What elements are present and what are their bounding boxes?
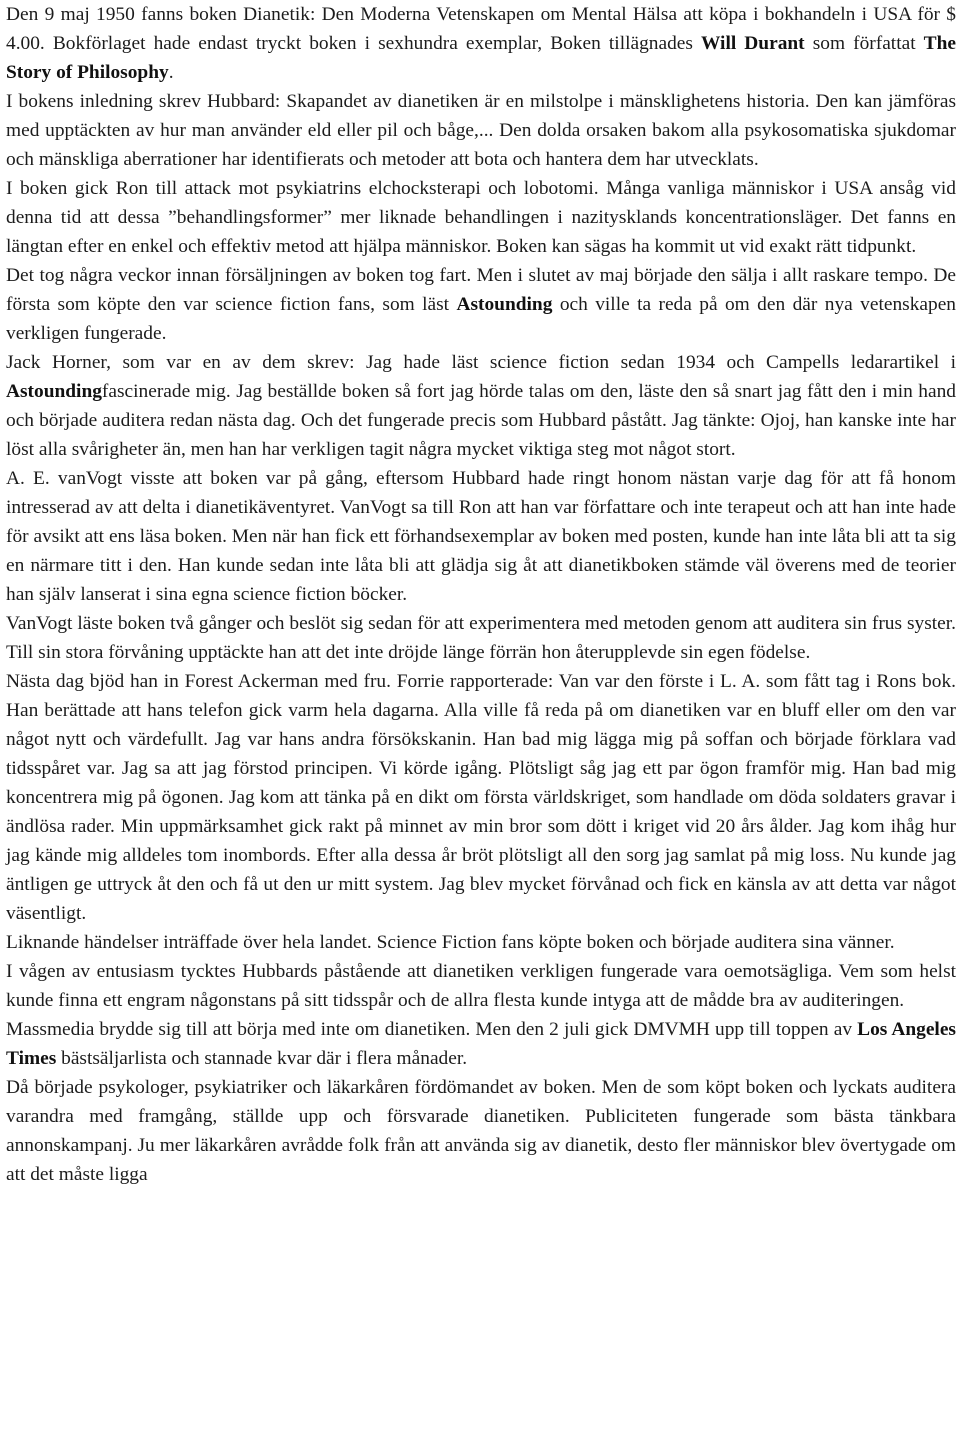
text-run: Då började psykologer, psykiatriker och läkarkåren fördömandet av boken. Men de som köpt boken och lyckats auditera varandra med framgång, ställde upp och försvarade dianetiken. Publiciteten fungerade som bästa tänkbara annonskampanj. Ju mer läkarkåren avrådde folk från att använda sig av dianetik, desto fler människor blev övertygade om att det måste ligga xyxy=(6,1077,956,1185)
paragraph-enthusiasm xyxy=(6,957,956,1015)
text-run: I bokens inledning skrev Hubbard: Skapandet av dianetiken är en milstolpe i mänsklighetens historia. Den kan jämföras med upptäckten av hur man använder eld eller pil och båge,... Den dolda orsaken bakom alla psykosomatiska sjukdomar och mänskliga aberrationer har identifierats och metoder att bota och hantera dem har utvecklats. xyxy=(6,91,956,170)
text-run: Nästa dag bjöd han in Forest Ackerman med fru. Forrie rapporterade: Van var den förste i L. A. som fått tag i Rons bok. Han berättade att hans telefon gick varm hela dagarna. Alla ville få reda på om dianetiken var en bluff eller om den var något nytt och värdefullt. Jag var hans andra försökskanin. Han bad mig lägga mig på soffan och började förklara vad tidsspåret var. Jag sa att jag förstod principen. Vi körde igång. Plötsligt såg jag ett par ögon framför mig. Han bad mig koncentrera mig på ögonen. Jag kom att tänka på en dikt om första världskriget, som handlade om döda soldaters gravar i ändlösa rader. Min uppmärksamhet gick rakt på minnet av min bror som dött i kriget vid 20 års ålder. Jag kom ihåg hur jag kände mig alldeles tom inombords. Efter alla dessa år bröt plötsligt all den sorg jag samlat på mig loss. Nu kunde jag äntligen ge uttryck åt den och få ut den ur mitt system. Jag blev mycket förvånad och fick en känsla av att detta var något väsentligt. xyxy=(6,671,956,924)
text-run: Massmedia brydde sig till att börja med inte om dianetiken. Men den 2 juli gick DMVMH upp till toppen av xyxy=(6,1019,858,1040)
text-run: Den 9 maj 1950 fanns boken Dianetik: Den Moderna Vetenskapen om Mental Hälsa att köpa i bokhandeln i USA för $ 4.00. Bokförlaget hade endast tryckt boken i sexhundra exemplar, Boken tillägnades xyxy=(6,4,956,54)
text-run: I vågen av entusiasm tycktes Hubbards påstående att dianetiken verkligen fungerade vara oemotsägliga. Vem som helst kunde finna ett engram någonstans på sitt tidsspår och de allra flesta kunde intyga att de mådde bra av auditeringen. xyxy=(6,961,956,1011)
text-run: Jack Horner, som var en av dem skrev: Jag hade läst science fiction sedan 1934 och Campells ledarartikel i xyxy=(6,352,956,373)
paragraph-introduction-quote xyxy=(6,87,956,174)
paragraph-forest-ackerman xyxy=(6,667,956,928)
magazine-title-astounding: Astounding xyxy=(456,294,553,315)
text-run: VanVogt läste boken två gånger och beslöt sig sedan för att experimentera med metoden genom att auditera sin frus syster. Till sin stora förvåning upptäckte han att det inte dröjde länge förrän hon återupplevde sin egen födelse. xyxy=(6,613,956,663)
text-run: . xyxy=(168,62,174,83)
text-run: fascinerade mig. Jag beställde boken så fort jag hörde talas om den, läste den så snart jag fått den i min hand och började auditera redan nästa dag. Och det fungerade precis som Hubbard påstått. Jag tänkte: Ojoj, han kanske inte har löst alla svårigheter än, men han har verkligen tagit några mycket viktiga steg mot något stort. xyxy=(6,381,956,460)
text-run: A. E. vanVogt visste att boken var på gång, eftersom Hubbard hade ringt honom nästan varje dag för att få honom intresserad av att delta i dianetikäventyret. VanVogt sa till Ron att han var författare och inte terapeut och att han inte hade för avsikt att ens läsa boken. Men när han fick ett förhandsexemplar av boken med posten, kunde han inte låta bli att ta sig en närmare titt i den. Han kunde sedan inte låta bli att glädja sig åt att dianetikboken stämde väl överens med de teorier han själv lanserat i sina egna science fiction böcker. xyxy=(6,468,956,605)
paragraph-vanvogt-experiment xyxy=(6,609,956,667)
magazine-title-astounding: Astounding xyxy=(6,381,102,402)
text-run: bästsäljarlista och stannade kvar där i flera månader. xyxy=(56,1048,468,1069)
newspaper-title-la-times: Los Angeles Times xyxy=(6,1019,956,1069)
text-run: som författat xyxy=(804,33,924,54)
paragraph-psychiatry-attack xyxy=(6,174,956,261)
book-title-story-of-philosophy: The Story of Philosophy xyxy=(6,33,956,83)
paragraph-sales xyxy=(6,261,956,348)
paragraph-mass-media xyxy=(6,1015,956,1073)
text-run: Det tog några veckor innan försäljningen av boken tog fart. Men i slutet av maj började den sälja i allt raskare tempo. De första som köpte den var science fiction fans, som läst xyxy=(6,265,956,315)
text-run: I boken gick Ron till attack mot psykiatrins elchocksterapi och lobotomi. Många vanliga människor i USA ansåg vid denna tid att dessa ”behandlingsformer” mer liknade behandlingen i nazitysklands koncentrationsläger. Det fanns en längtan efter en enkel och effektiv metod att hjälpa människor. Boken kan sägas ha kommit ut vid exakt rätt tidpunkt. xyxy=(6,178,956,257)
author-name-will-durant: Will Durant xyxy=(701,33,805,54)
text-run: och ville ta reda på om den där nya vetenskapen verkligen fungerade. xyxy=(6,294,956,344)
paragraph-condemnation xyxy=(6,1073,956,1189)
paragraph-vanvogt-intro xyxy=(6,464,956,609)
paragraph-jack-horner xyxy=(6,348,956,464)
text-run: Liknande händelser inträffade över hela landet. Science Fiction fans köpte boken och började auditera sina vänner. xyxy=(6,932,895,953)
paragraph-release xyxy=(6,0,956,87)
paragraph-nationwide xyxy=(6,928,956,957)
